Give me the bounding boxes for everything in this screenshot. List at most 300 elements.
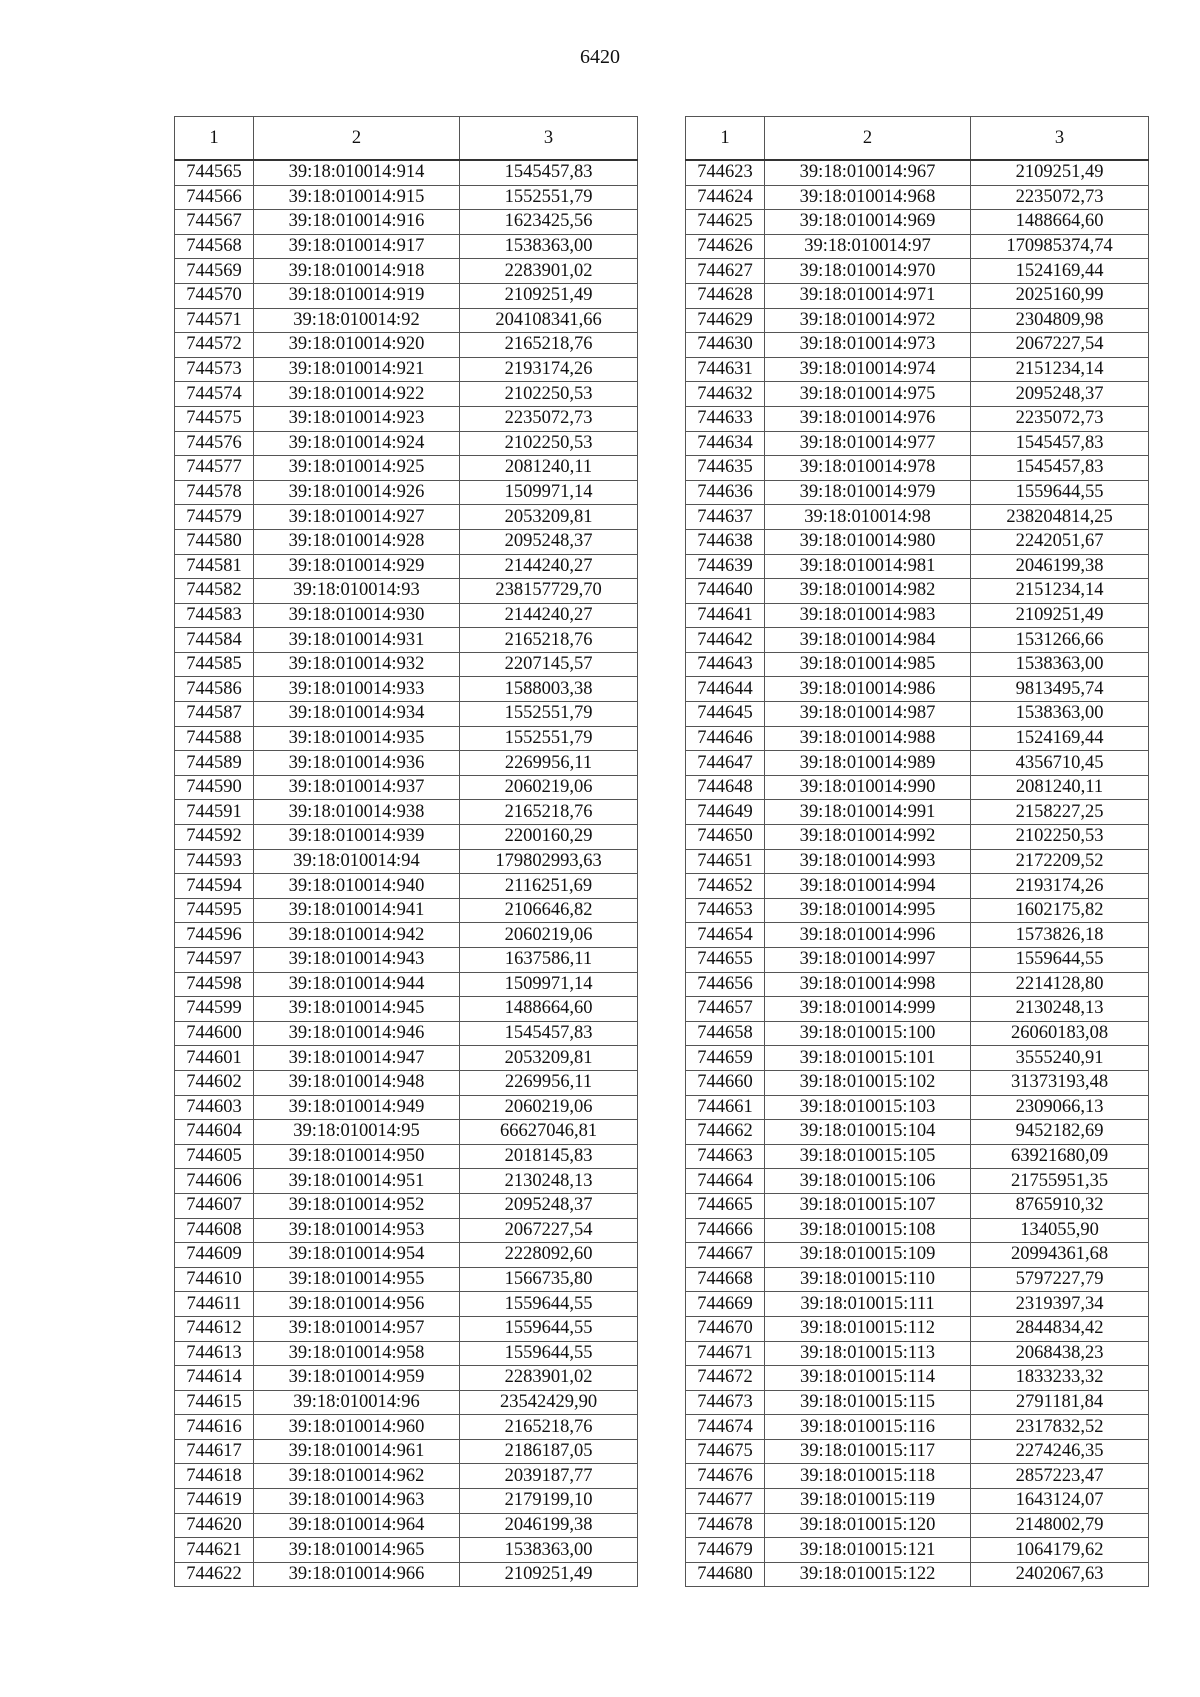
row-number-cell: 744605 [175,1144,254,1169]
row-number-cell: 744623 [686,160,765,185]
table-row [686,1538,1149,1563]
table-row [175,1046,638,1071]
value-cell: 2067227,54 [460,1218,638,1243]
table-row [686,1415,1149,1440]
cadastral-number-cell: 39:18:010015:120 [765,1513,971,1538]
value-cell: 2186187,05 [460,1439,638,1464]
table-row [175,210,638,235]
row-number-cell: 744627 [686,259,765,284]
table-row [686,579,1149,604]
table-row [175,972,638,997]
value-cell: 9813495,74 [971,677,1149,702]
cadastral-number-cell: 39:18:010014:960 [254,1415,460,1440]
row-number-cell: 744622 [175,1562,254,1587]
table-row [686,1267,1149,1292]
cadastral-number-cell: 39:18:010014:946 [254,1021,460,1046]
row-number-cell: 744565 [175,160,254,185]
row-number-cell: 744578 [175,480,254,505]
row-number-cell: 744613 [175,1341,254,1366]
table-row [686,333,1149,358]
value-cell: 2235072,73 [460,406,638,431]
row-number-cell: 744617 [175,1439,254,1464]
row-number-cell: 744677 [686,1489,765,1514]
row-number-cell: 744572 [175,333,254,358]
row-number-cell: 744571 [175,308,254,333]
row-number-cell: 744587 [175,702,254,727]
table-row [175,1316,638,1341]
table-row [686,628,1149,653]
row-number-cell: 744653 [686,898,765,923]
value-cell: 2857223,47 [971,1464,1149,1489]
table-row [175,923,638,948]
row-number-cell: 744644 [686,677,765,702]
row-number-cell: 744615 [175,1390,254,1415]
cadastral-number-cell: 39:18:010014:964 [254,1513,460,1538]
table-row [175,406,638,431]
table-row [175,480,638,505]
row-number-cell: 744661 [686,1095,765,1120]
cadastral-number-cell: 39:18:010014:936 [254,751,460,776]
table-row [175,333,638,358]
row-number-cell: 744638 [686,529,765,554]
row-number-cell: 744618 [175,1464,254,1489]
row-number-cell: 744567 [175,210,254,235]
table-row [175,554,638,579]
cadastral-number-cell: 39:18:010015:114 [765,1366,971,1391]
table-row [686,1513,1149,1538]
row-number-cell: 744599 [175,997,254,1022]
table-row [175,185,638,210]
value-cell: 2214128,80 [971,972,1149,997]
row-number-cell: 744665 [686,1193,765,1218]
table-row [175,652,638,677]
table-row [686,603,1149,628]
cadastral-number-cell: 39:18:010014:967 [765,160,971,185]
row-number-cell: 744654 [686,923,765,948]
column-header-3: 3 [460,117,638,161]
row-number-cell: 744591 [175,800,254,825]
value-cell: 2102250,53 [971,825,1149,850]
value-cell: 1559644,55 [460,1341,638,1366]
value-cell: 66627046,81 [460,1120,638,1145]
table-row [686,431,1149,456]
cadastral-number-cell: 39:18:010014:944 [254,972,460,997]
cadastral-number-cell: 39:18:010014:949 [254,1095,460,1120]
table-row [175,431,638,456]
row-number-cell: 744594 [175,874,254,899]
cadastral-number-cell: 39:18:010014:94 [254,849,460,874]
row-number-cell: 744635 [686,456,765,481]
value-cell: 1833233,32 [971,1366,1149,1391]
row-number-cell: 744600 [175,1021,254,1046]
table-row [686,751,1149,776]
row-number-cell: 744669 [686,1292,765,1317]
row-number-cell: 744640 [686,579,765,604]
cadastral-number-cell: 39:18:010014:935 [254,726,460,751]
value-cell: 1509971,14 [460,972,638,997]
row-number-cell: 744595 [175,898,254,923]
value-cell: 1538363,00 [460,234,638,259]
table-row [686,554,1149,579]
cadastral-number-cell: 39:18:010014:926 [254,480,460,505]
row-number-cell: 744670 [686,1316,765,1341]
row-number-cell: 744576 [175,431,254,456]
table-row [686,800,1149,825]
row-number-cell: 744676 [686,1464,765,1489]
value-cell: 2144240,27 [460,603,638,628]
cadastral-number-cell: 39:18:010014:942 [254,923,460,948]
cadastral-number-cell: 39:18:010014:991 [765,800,971,825]
table-row [686,1021,1149,1046]
table-row [686,1218,1149,1243]
cadastral-number-cell: 39:18:010014:923 [254,406,460,431]
value-cell: 2068438,23 [971,1341,1149,1366]
table-row [686,1390,1149,1415]
value-cell: 2095248,37 [971,382,1149,407]
cadastral-number-cell: 39:18:010014:954 [254,1243,460,1268]
column-header-1: 1 [175,117,254,161]
cadastral-number-cell: 39:18:010014:955 [254,1267,460,1292]
row-number-cell: 744675 [686,1439,765,1464]
row-number-cell: 744590 [175,775,254,800]
cadastral-number-cell: 39:18:010015:117 [765,1439,971,1464]
table-row [175,775,638,800]
value-cell: 2274246,35 [971,1439,1149,1464]
value-cell: 2130248,13 [460,1169,638,1194]
value-cell: 2165218,76 [460,628,638,653]
row-number-cell: 744651 [686,849,765,874]
row-number-cell: 744668 [686,1267,765,1292]
table-row [686,849,1149,874]
table-row [175,948,638,973]
cadastral-number-cell: 39:18:010014:992 [765,825,971,850]
table-row [686,1095,1149,1120]
cadastral-number-cell: 39:18:010015:110 [765,1267,971,1292]
table-row [686,1562,1149,1587]
table-row [686,259,1149,284]
value-cell: 2193174,26 [460,357,638,382]
table-row [175,1292,638,1317]
table-row [686,972,1149,997]
cadastral-number-cell: 39:18:010014:924 [254,431,460,456]
table-row [175,1341,638,1366]
cadastral-number-cell: 39:18:010015:100 [765,1021,971,1046]
table-row [686,1070,1149,1095]
cadastral-number-cell: 39:18:010014:976 [765,406,971,431]
table-row [686,1439,1149,1464]
row-number-cell: 744672 [686,1366,765,1391]
row-number-cell: 744660 [686,1070,765,1095]
cadastral-number-cell: 39:18:010014:975 [765,382,971,407]
row-number-cell: 744606 [175,1169,254,1194]
cadastral-number-cell: 39:18:010014:922 [254,382,460,407]
left-table-body [175,160,638,1587]
cadastral-number-cell: 39:18:010014:974 [765,357,971,382]
cadastral-number-cell: 39:18:010014:961 [254,1439,460,1464]
value-cell: 2144240,27 [460,554,638,579]
table-row [175,505,638,530]
value-cell: 2283901,02 [460,1366,638,1391]
row-number-cell: 744658 [686,1021,765,1046]
value-cell: 2317832,52 [971,1415,1149,1440]
table-row [686,1341,1149,1366]
table-row [686,1243,1149,1268]
value-cell: 2109251,49 [460,1562,638,1587]
value-cell: 2402067,63 [971,1562,1149,1587]
cadastral-number-cell: 39:18:010014:951 [254,1169,460,1194]
value-cell: 1538363,00 [460,1538,638,1563]
cadastral-number-cell: 39:18:010014:957 [254,1316,460,1341]
table-row [686,1169,1149,1194]
table-row [175,1513,638,1538]
row-number-cell: 744631 [686,357,765,382]
table-row [175,1366,638,1391]
value-cell: 21755951,35 [971,1169,1149,1194]
row-number-cell: 744649 [686,800,765,825]
value-cell: 2116251,69 [460,874,638,899]
value-cell: 2165218,76 [460,1415,638,1440]
table-row [175,1439,638,1464]
cadastral-number-cell: 39:18:010014:931 [254,628,460,653]
row-number-cell: 744639 [686,554,765,579]
value-cell: 9452182,69 [971,1120,1149,1145]
row-number-cell: 744652 [686,874,765,899]
cadastral-number-cell: 39:18:010014:996 [765,923,971,948]
row-number-cell: 744577 [175,456,254,481]
cadastral-number-cell: 39:18:010014:963 [254,1489,460,1514]
value-cell: 2242051,67 [971,529,1149,554]
cadastral-number-cell: 39:18:010015:111 [765,1292,971,1317]
row-number-cell: 744611 [175,1292,254,1317]
value-cell: 2172209,52 [971,849,1149,874]
column-header-2: 2 [254,117,460,161]
table-row [686,308,1149,333]
row-number-cell: 744659 [686,1046,765,1071]
cadastral-number-cell: 39:18:010014:990 [765,775,971,800]
table-row [686,1292,1149,1317]
row-number-cell: 744570 [175,283,254,308]
cadastral-number-cell: 39:18:010014:937 [254,775,460,800]
table-row [686,210,1149,235]
cadastral-number-cell: 39:18:010014:948 [254,1070,460,1095]
cadastral-number-cell: 39:18:010014:918 [254,259,460,284]
cadastral-number-cell: 39:18:010014:968 [765,185,971,210]
row-number-cell: 744601 [175,1046,254,1071]
value-cell: 2200160,29 [460,825,638,850]
cadastral-number-cell: 39:18:010014:970 [765,259,971,284]
cadastral-number-cell: 39:18:010014:956 [254,1292,460,1317]
table-row [686,677,1149,702]
table-header-row [686,117,1149,161]
row-number-cell: 744673 [686,1390,765,1415]
cadastral-number-cell: 39:18:010015:102 [765,1070,971,1095]
table-row [175,849,638,874]
value-cell: 1643124,07 [971,1489,1149,1514]
page-number: 6420 [580,46,620,68]
table-row [175,628,638,653]
value-cell: 2095248,37 [460,529,638,554]
row-number-cell: 744588 [175,726,254,751]
value-cell: 2283901,02 [460,259,638,284]
table-row [175,259,638,284]
row-number-cell: 744621 [175,1538,254,1563]
value-cell: 179802993,63 [460,849,638,874]
table-row [175,1218,638,1243]
value-cell: 2179199,10 [460,1489,638,1514]
row-number-cell: 744648 [686,775,765,800]
table-row [686,825,1149,850]
cadastral-number-cell: 39:18:010015:112 [765,1316,971,1341]
table-row [686,505,1149,530]
value-cell: 2165218,76 [460,800,638,825]
value-cell: 170985374,74 [971,234,1149,259]
cadastral-number-cell: 39:18:010014:98 [765,505,971,530]
row-number-cell: 744628 [686,283,765,308]
row-number-cell: 744579 [175,505,254,530]
cadastral-number-cell: 39:18:010015:119 [765,1489,971,1514]
row-number-cell: 744574 [175,382,254,407]
table-row [686,775,1149,800]
row-number-cell: 744656 [686,972,765,997]
cadastral-number-cell: 39:18:010014:988 [765,726,971,751]
table-row [175,456,638,481]
row-number-cell: 744646 [686,726,765,751]
value-cell: 2844834,42 [971,1316,1149,1341]
value-cell: 1552551,79 [460,702,638,727]
cadastral-number-cell: 39:18:010014:977 [765,431,971,456]
cadastral-number-cell: 39:18:010014:941 [254,898,460,923]
row-number-cell: 744580 [175,529,254,554]
table-row [686,1366,1149,1391]
value-cell: 2309066,13 [971,1095,1149,1120]
cadastral-number-cell: 39:18:010014:97 [765,234,971,259]
table-row [175,751,638,776]
table-row [175,702,638,727]
value-cell: 2053209,81 [460,1046,638,1071]
cadastral-number-cell: 39:18:010014:927 [254,505,460,530]
cadastral-number-cell: 39:18:010014:95 [254,1120,460,1145]
row-number-cell: 744637 [686,505,765,530]
value-cell: 26060183,08 [971,1021,1149,1046]
cadastral-number-cell: 39:18:010014:953 [254,1218,460,1243]
cadastral-number-cell: 39:18:010014:973 [765,333,971,358]
value-cell: 2018145,83 [460,1144,638,1169]
cadastral-number-cell: 39:18:010014:925 [254,456,460,481]
cadastral-number-cell: 39:18:010014:947 [254,1046,460,1071]
value-cell: 1488664,60 [971,210,1149,235]
value-cell: 1064179,62 [971,1538,1149,1563]
value-cell: 2081240,11 [971,775,1149,800]
value-cell: 1559644,55 [971,480,1149,505]
row-number-cell: 744647 [686,751,765,776]
cadastral-number-cell: 39:18:010014:971 [765,283,971,308]
cadastral-number-cell: 39:18:010014:933 [254,677,460,702]
row-number-cell: 744573 [175,357,254,382]
value-cell: 2102250,53 [460,382,638,407]
row-number-cell: 744582 [175,579,254,604]
value-cell: 2151234,14 [971,357,1149,382]
cadastral-number-cell: 39:18:010015:118 [765,1464,971,1489]
table-row [175,1243,638,1268]
column-header-3: 3 [971,117,1149,161]
cadastral-number-cell: 39:18:010014:938 [254,800,460,825]
table-row [175,382,638,407]
cadastral-number-cell: 39:18:010014:915 [254,185,460,210]
cadastral-number-cell: 39:18:010014:972 [765,308,971,333]
value-cell: 2269956,11 [460,1070,638,1095]
cadastral-number-cell: 39:18:010014:930 [254,603,460,628]
row-number-cell: 744633 [686,406,765,431]
cadastral-number-cell: 39:18:010014:982 [765,579,971,604]
value-cell: 2060219,06 [460,775,638,800]
cadastral-number-cell: 39:18:010014:984 [765,628,971,653]
cadastral-number-cell: 39:18:010014:985 [765,652,971,677]
value-cell: 20994361,68 [971,1243,1149,1268]
table-row [175,677,638,702]
row-number-cell: 744608 [175,1218,254,1243]
table-row [686,234,1149,259]
cadastral-number-cell: 39:18:010014:997 [765,948,971,973]
cadastral-number-cell: 39:18:010015:122 [765,1562,971,1587]
table-row [686,283,1149,308]
value-cell: 1509971,14 [460,480,638,505]
cadastral-number-cell: 39:18:010014:945 [254,997,460,1022]
cadastral-number-cell: 39:18:010014:921 [254,357,460,382]
cadastral-number-cell: 39:18:010014:928 [254,529,460,554]
row-number-cell: 744630 [686,333,765,358]
value-cell: 1545457,83 [460,160,638,185]
table-row [686,997,1149,1022]
value-cell: 2102250,53 [460,431,638,456]
row-number-cell: 744650 [686,825,765,850]
table-row [175,1193,638,1218]
cadastral-number-cell: 39:18:010014:989 [765,751,971,776]
cadastral-number-cell: 39:18:010015:105 [765,1144,971,1169]
row-number-cell: 744664 [686,1169,765,1194]
value-cell: 2060219,06 [460,1095,638,1120]
row-number-cell: 744636 [686,480,765,505]
table-row [175,898,638,923]
row-number-cell: 744666 [686,1218,765,1243]
row-number-cell: 744612 [175,1316,254,1341]
table-row [175,800,638,825]
cadastral-number-cell: 39:18:010015:106 [765,1169,971,1194]
table-row [175,825,638,850]
cadastral-number-cell: 39:18:010014:966 [254,1562,460,1587]
cadastral-number-cell: 39:18:010014:929 [254,554,460,579]
right-table [685,116,1149,1587]
cadastral-number-cell: 39:18:010014:969 [765,210,971,235]
value-cell: 4356710,45 [971,751,1149,776]
table-row [175,997,638,1022]
value-cell: 1488664,60 [460,997,638,1022]
cadastral-number-cell: 39:18:010014:939 [254,825,460,850]
cadastral-number-cell: 39:18:010014:932 [254,652,460,677]
value-cell: 1623425,56 [460,210,638,235]
value-cell: 134055,90 [971,1218,1149,1243]
right-table-body [686,160,1149,1587]
cadastral-number-cell: 39:18:010014:952 [254,1193,460,1218]
row-number-cell: 744597 [175,948,254,973]
cadastral-number-cell: 39:18:010014:920 [254,333,460,358]
value-cell: 2081240,11 [460,456,638,481]
table-row [686,1316,1149,1341]
value-cell: 2165218,76 [460,333,638,358]
table-row [175,1464,638,1489]
cadastral-number-cell: 39:18:010014:919 [254,283,460,308]
value-cell: 1602175,82 [971,898,1149,923]
row-number-cell: 744584 [175,628,254,653]
